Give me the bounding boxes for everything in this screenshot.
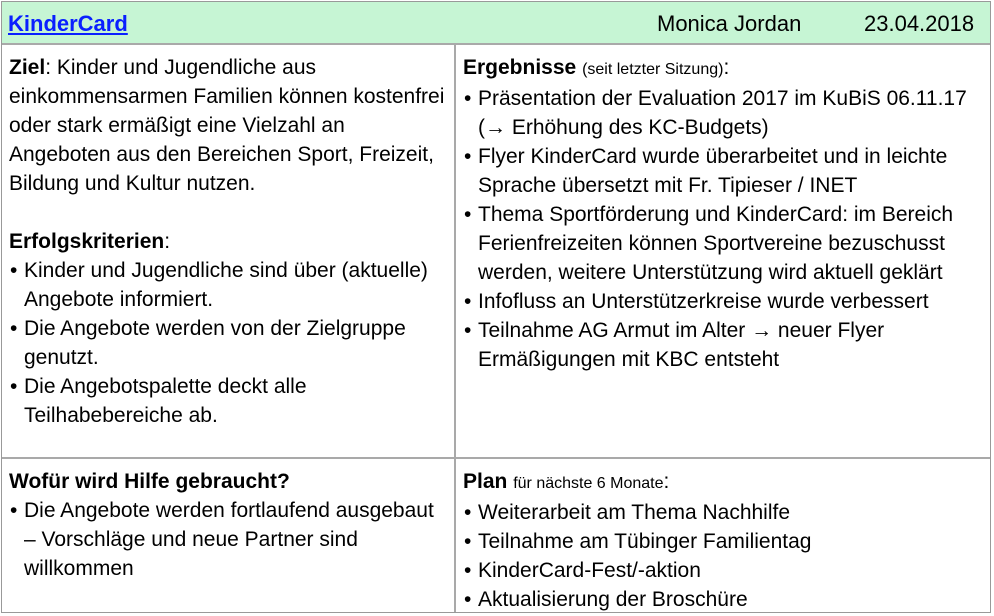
results-suffix: : [723, 56, 730, 79]
list-item-text: Teilnahme AG Armut im Alter → neuer Flyer Ermäßigungen mit KBC entsteht [478, 319, 885, 371]
list-item [463, 527, 984, 556]
list-item-text: Teilnahme am Tübinger Familientag [478, 530, 812, 553]
list-item [463, 200, 984, 287]
plan-suffix: : [663, 470, 670, 493]
bullet-icon: • [464, 530, 472, 553]
list-item-text: Die Angebote werden fortlaufend ausgebaut – Vorschläge und neue Partner sind willkommen [24, 499, 434, 580]
criteria-label: Erfolgskriterien [9, 230, 165, 253]
results-label: Ergebnisse [463, 56, 577, 79]
results-list [463, 84, 984, 374]
list-item [9, 496, 448, 583]
list-item [463, 84, 984, 142]
list-item-text: Thema Sportförderung und KinderCard: im Bereich Ferienfreizeiten können Sportvereine bezuschusst werden, weitere Unterstützung wird aktuell geklärt [478, 203, 954, 284]
list-item-text: Kinder und Jugendliche sind über (aktuelle) Angebote informiert. [24, 259, 428, 311]
goal-text: : Kinder und Jugendliche aus einkommensarmen Familien können kostenfrei oder stark ermäßigt eine Vielzahl an Angeboten aus den Bereichen Sport, Freizeit, Bildung und Kultur nutzen. [9, 56, 445, 195]
bullet-icon: • [10, 259, 18, 282]
document-sheet [1, 1, 991, 613]
criteria-heading [9, 227, 448, 256]
bullet-icon: • [10, 499, 18, 522]
list-item [463, 585, 984, 614]
results-heading [463, 53, 984, 84]
author-name: Monica Jordan [657, 11, 802, 36]
plan-note: für nächste 6 Monate [513, 475, 664, 492]
list-item [463, 498, 984, 527]
list-item-text: Weiterarbeit am Thema Nachhilfe [478, 501, 791, 524]
results-note: (seit letzter Sitzung) [582, 61, 724, 78]
list-item-text: Flyer KinderCard wurde überarbeitet und in leichte Sprache übersetzt mit Fr. Tipieser / INET [478, 145, 948, 197]
list-item-text: Aktualisierung der Broschüre [478, 588, 748, 611]
results-cell [456, 45, 990, 459]
bullet-icon: • [10, 317, 18, 340]
list-item [9, 372, 448, 430]
bullet-icon: • [464, 319, 472, 342]
list-item [9, 256, 448, 314]
bullet-icon: • [464, 145, 472, 168]
header-bar [2, 2, 990, 45]
plan-cell [456, 459, 990, 612]
bullet-icon: • [464, 87, 472, 110]
list-item-text: Präsentation der Evaluation 2017 im KuBiS 06.11.17 (→ Erhöhung des KC-Budgets) [478, 87, 967, 139]
bullet-icon: • [464, 203, 472, 226]
criteria-list [9, 256, 448, 430]
list-item [9, 314, 448, 372]
bullet-icon: • [464, 588, 472, 611]
bullet-icon: • [464, 290, 472, 313]
content-grid [2, 45, 990, 612]
plan-list [463, 498, 984, 614]
list-item [463, 316, 984, 374]
list-item [463, 287, 984, 316]
help-label: Wofür wird Hilfe gebraucht? [9, 470, 290, 493]
criteria-suffix: : [164, 230, 171, 253]
list-item-text: Die Angebote werden von der Zielgruppe genutzt. [24, 317, 406, 369]
bullet-icon: • [464, 559, 472, 582]
list-item-text: Infofluss an Unterstützerkreise wurde verbessert [478, 290, 929, 313]
help-list [9, 496, 448, 583]
goal-label: Ziel [9, 56, 46, 79]
bullet-icon: • [10, 375, 18, 398]
list-item [463, 556, 984, 585]
plan-label: Plan [463, 470, 508, 493]
document-title-link[interactable]: KinderCard [8, 11, 128, 36]
bullet-icon: • [464, 501, 472, 524]
list-item-text: Die Angebotspalette deckt alle Teilhabebereiche ab. [24, 375, 307, 427]
list-item [463, 142, 984, 200]
goal-block [9, 53, 448, 198]
goal-criteria-cell [2, 45, 456, 459]
spacer [9, 198, 448, 227]
help-cell [2, 459, 456, 612]
document-date: 23.04.2018 [864, 11, 975, 36]
list-item-text: KinderCard-Fest/-aktion [478, 559, 701, 582]
plan-heading [463, 467, 984, 498]
